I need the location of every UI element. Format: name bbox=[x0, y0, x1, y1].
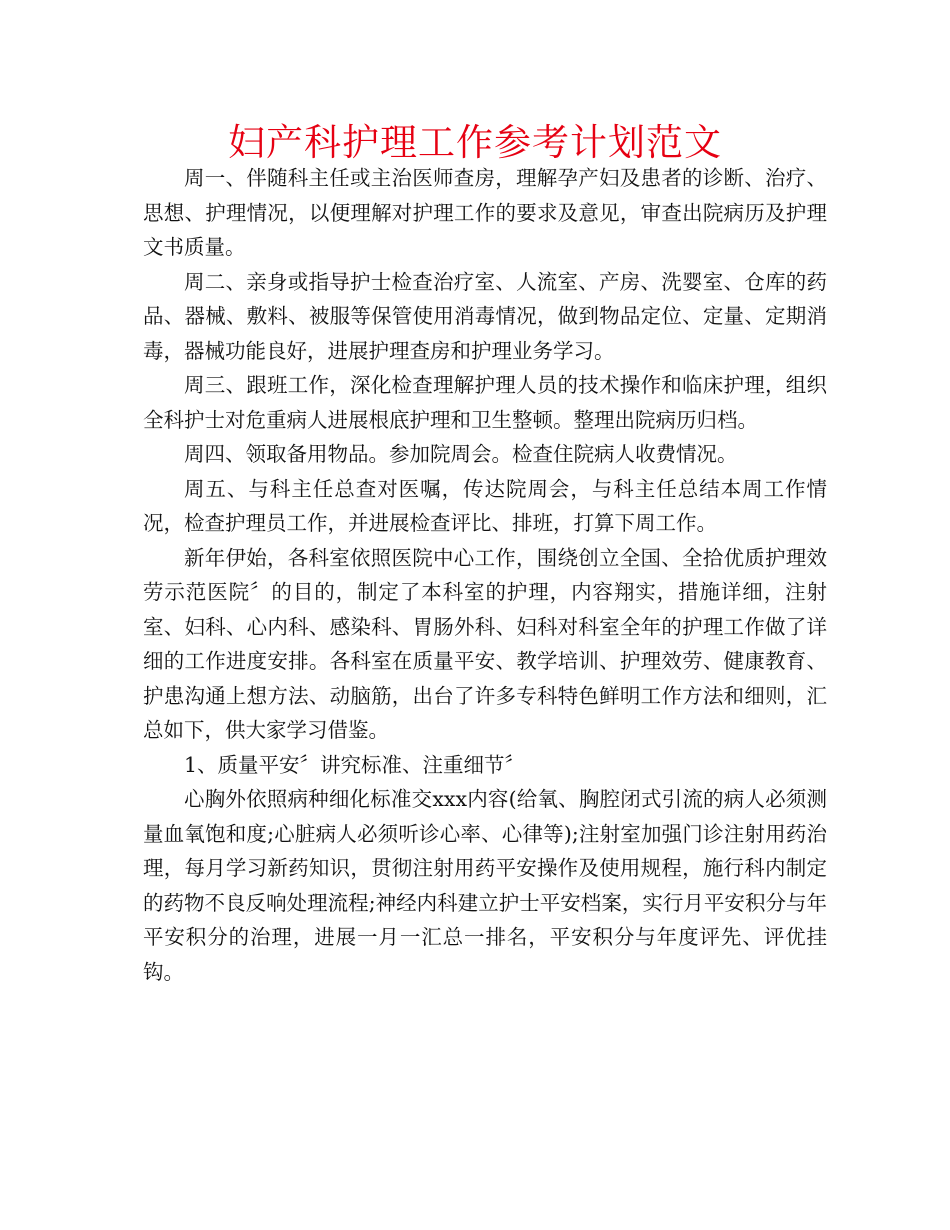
paragraph-quality-details: 心胸外依照病种细化标准交xxx内容(给氧、胸腔闭式引流的病人必须测量血氧饱和度;心脏病人必须听诊心率、心律等);注射室加强门诊注射用药治理，每月学习新药知识，贯彻注射用药平安操作及使用规程，施行科内制定的药物不良反响处理流程;神经内科建立护士平安档案，实行月平安积分与年平安积分的治理，进展一月一汇总一排名，平安积分与年度评先、评优挂钩。 bbox=[143, 787, 827, 984]
paragraph-thursday: 周四、领取备用物品。参加院周会。检查住院病人收费情况。 bbox=[184, 442, 738, 466]
paragraph-friday: 周五、与科主任总查对医嘱，传达院周会，与科主任总结本周工作情况，检查护理员工作，并进展检查评比、排班，打算下周工作。 bbox=[143, 476, 827, 535]
section-heading-quality-safety: 1、质量平安〞讲究标准、注重细节〞 bbox=[184, 752, 526, 777]
document-title: 妇产科护理工作参考计划范文 bbox=[228, 121, 722, 164]
paragraph-new-year: 新年伊始，各科室依照医院中心工作，围绕创立全国、全拾优质护理效劳示范医院〞的目的，制定了本科室的护理，内容翔实，措施详细，注射室、妇科、心内科、感染科、胃肠外科、妇科对科室全年的护理工作做了详细的工作进度安排。各科室在质量平安、教学培训、护理效劳、健康教育、护患沟通上想方法、动脑筋，出台了许多专科特色鲜明工作方法和细则，汇总如下，供大家学习借鉴。 bbox=[143, 545, 827, 742]
document-body bbox=[143, 161, 827, 989]
paragraph-tuesday: 周二、亲身或指导护士检查治疗室、人流室、产房、洗婴室、仓库的药品、器械、敷料、被服等保管使用消毒情况，做到物品定位、定量、定期消毒，器械功能良好，进展护理查房和护理业务学习。 bbox=[143, 269, 827, 363]
paragraph-wednesday: 周三、跟班工作，深化检查理解护理人员的技术操作和临床护理，组织全科护士对危重病人进展根底护理和卫生整顿。整理出院病历归档。 bbox=[143, 373, 827, 432]
paragraph-monday: 周一、伴随科主任或主治医师查房，理解孕产妇及患者的诊断、治疗、思想、护理情况，以便理解对护理工作的要求及意见，审查出院病历及护理文书质量。 bbox=[143, 166, 827, 259]
